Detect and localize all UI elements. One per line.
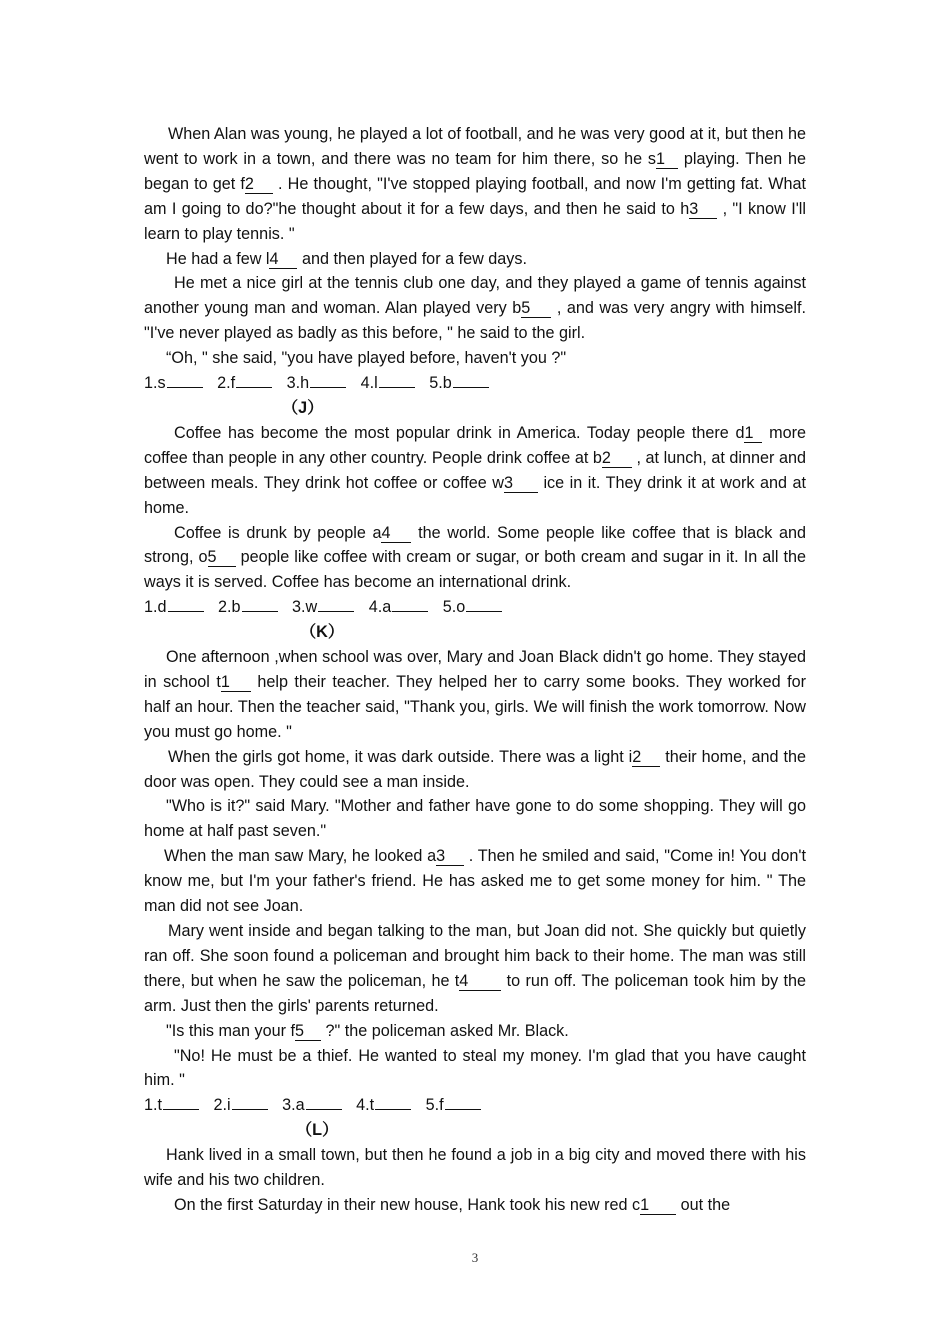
- text: ice in it. They drink it at work and at home.: [144, 473, 806, 517]
- answer-label: 2.f: [217, 374, 236, 393]
- text: He met a nice girl at the tennis club one day, and they played a game of tennis against another young man and woman. Alan played very b: [144, 274, 806, 318]
- passage-j-paragraph-1: [144, 421, 806, 521]
- answer-line: [379, 373, 415, 388]
- passage-k-paragraph-7: "No! He must be a thief. He wanted to steal my money. I'm glad that you have caught him. ": [144, 1046, 806, 1090]
- text: Coffee has become the most popular drink in America. Today people there d: [174, 423, 745, 442]
- answer-label: 5.f: [425, 1096, 444, 1115]
- text: He had a few l: [166, 249, 270, 268]
- answer-label: 2.b: [218, 598, 241, 617]
- blank-5: 5: [521, 299, 551, 318]
- answer-blank: [292, 598, 354, 616]
- blank-4: 4: [269, 250, 297, 269]
- answer-label: 2.i: [213, 1096, 231, 1115]
- text: out the: [676, 1195, 731, 1214]
- answer-blank: [144, 598, 204, 616]
- blank-1: 1: [656, 150, 678, 169]
- passage-l-paragraph-1: Hank lived in a small town, but then he found a job in a big city and moved there with his wife and his two children.: [144, 1146, 806, 1190]
- text: the world. Some people like coffee that is black and strong, o: [144, 523, 807, 567]
- passage-k-paragraph-4: [144, 844, 806, 919]
- passage-k-paragraph-3: "Who is it?" said Mary. "Mother and father have gone to do some shopping. They will go home at half past seven.": [144, 797, 806, 841]
- blank-4: 4: [459, 972, 501, 991]
- text: playing. Then he began to get f: [144, 149, 806, 193]
- answer-blank: [217, 374, 272, 392]
- passage-l-paragraph-2: [144, 1193, 806, 1218]
- answer-blank: [218, 598, 278, 616]
- answer-blank: [426, 1096, 481, 1114]
- answer-blank: [443, 598, 503, 616]
- passage-k-paragraph-5: [144, 919, 806, 1019]
- text: Mary went inside and began talking to the man, but Joan did not. She quickly but quietly ran off. She soon found a policeman and brought him back to their home. The man was still there, but when he saw the policeman, he t: [144, 922, 806, 990]
- blank-2: 2: [632, 748, 660, 767]
- answer-label: 3.a: [282, 1096, 305, 1115]
- passage-j-paragraph-2: [144, 521, 806, 596]
- page-content: [144, 122, 806, 1218]
- answer-blank: [429, 374, 489, 392]
- answer-line: [163, 1095, 199, 1110]
- text: When the girls got home, it was dark outside. There was a light i: [168, 747, 633, 766]
- answer-label: 4.l: [360, 374, 378, 393]
- text: . He thought, "I've stopped playing football, and now I'm getting fat. What am I going to do?"he thought about it for a few days, and then he said to h: [144, 174, 806, 218]
- passage-i-paragraph-4: “Oh, " she said, "you have played before, haven't you ?": [166, 349, 567, 368]
- blank-1: 1: [640, 1196, 676, 1215]
- answer-blank: [214, 1096, 268, 1114]
- answer-line: [242, 597, 278, 612]
- answer-blank: [144, 1096, 199, 1114]
- text: help their teacher. They helped her to carry some books. They worked for half an hour. Then the teacher said, "Thank you, girls. We will finish the work tomorrow. Now you must go home. ": [144, 672, 807, 741]
- text: their home, and the door was open. They could see a man inside.: [144, 747, 806, 791]
- answer-line: [392, 597, 428, 612]
- answer-line: [453, 373, 489, 388]
- text: more coffee than people in any other country. People drink coffee at b: [144, 423, 806, 467]
- section-heading-l: （L）: [296, 1121, 339, 1140]
- blank-5: 5: [295, 1022, 321, 1041]
- text: , "I know I'll learn to play tennis. ": [144, 199, 806, 243]
- answer-blank: [369, 598, 429, 616]
- answer-blank: [356, 1096, 411, 1114]
- answer-line: [236, 373, 272, 388]
- passage-k-answer-line: [144, 1093, 806, 1118]
- blank-1: 1: [221, 673, 251, 692]
- passage-k-paragraph-2: [144, 745, 806, 795]
- passage-k-paragraph-6: [144, 1019, 806, 1044]
- answer-label: 1.d: [144, 598, 167, 617]
- passage-i-paragraph-3: [144, 271, 806, 346]
- blank-5: 5: [208, 548, 236, 567]
- text: "Is this man your f: [166, 1021, 295, 1040]
- text: people like coffee with cream or sugar, or both cream and sugar in it. In all the ways it is served. Coffee has become an international drink.: [144, 548, 806, 592]
- answer-line: [167, 373, 203, 388]
- page-number: 3: [471, 1250, 479, 1265]
- answer-label: 5.b: [429, 374, 452, 393]
- answer-line: [318, 597, 354, 612]
- passage-j-answer-line: [144, 595, 806, 620]
- answer-line: [375, 1095, 411, 1110]
- text: ?" the policeman asked Mr. Black.: [321, 1021, 569, 1040]
- blank-3: 3: [689, 200, 717, 219]
- text: When the man saw Mary, he looked a: [164, 847, 437, 866]
- passage-k-paragraph-1: [144, 645, 806, 745]
- passage-i-paragraph-2: [144, 247, 806, 272]
- text: and then played for a few days.: [297, 249, 527, 268]
- text: to run off. The policeman took him by the arm. Just then the girls' parents returned.: [144, 971, 806, 1015]
- blank-2: 2: [602, 449, 632, 468]
- text: Coffee is drunk by people a: [174, 523, 382, 542]
- answer-line: [306, 1095, 342, 1110]
- blank-3: 3: [504, 474, 538, 493]
- answer-blank: [144, 374, 203, 392]
- text: On the first Saturday in their new house, Hank took his new red c: [174, 1195, 641, 1214]
- text: , and was very angry with himself. "I've never played as badly as this before, " he said to the girl.: [144, 299, 807, 343]
- text: . Then he smiled and said, "Come in! You don't know me, but I'm your father's friend. He has asked me to get some money for him. " The man did not see Joan.: [144, 847, 806, 916]
- section-heading-k: （K）: [300, 623, 345, 642]
- answer-line: [310, 373, 346, 388]
- text: , at lunch, at dinner and between meals. They drink hot coffee or coffee w: [144, 448, 806, 492]
- section-heading-j: （J）: [282, 398, 324, 417]
- answer-label: 1.s: [144, 374, 166, 393]
- answer-line: [466, 597, 502, 612]
- answer-label: 5.o: [442, 598, 466, 617]
- blank-4: 4: [381, 524, 411, 543]
- answer-label: 4.t: [356, 1096, 375, 1115]
- answer-label: 1.t: [144, 1096, 162, 1115]
- text: One afternoon ,when school was over, Mary and Joan Black didn't go home. They stayed in school t: [144, 648, 806, 691]
- passage-i-answer-line: [144, 371, 806, 396]
- answer-label: 4.a: [368, 598, 392, 617]
- answer-blank: [282, 1096, 342, 1114]
- passage-i-paragraph-1: [144, 122, 806, 247]
- answer-blank: [287, 374, 347, 392]
- answer-line: [232, 1095, 268, 1110]
- blank-1: 1: [744, 424, 762, 443]
- blank-3: 3: [436, 847, 464, 866]
- blank-2: 2: [245, 175, 273, 194]
- answer-line: [168, 597, 204, 612]
- answer-line: [445, 1095, 481, 1110]
- text: When Alan was young, he played a lot of football, and he was very good at it, but then he went to work in a town, and there was no team for him there, so he s: [144, 125, 806, 168]
- answer-label: 3.w: [292, 598, 318, 617]
- answer-blank: [361, 374, 415, 392]
- answer-label: 3.h: [286, 374, 310, 393]
